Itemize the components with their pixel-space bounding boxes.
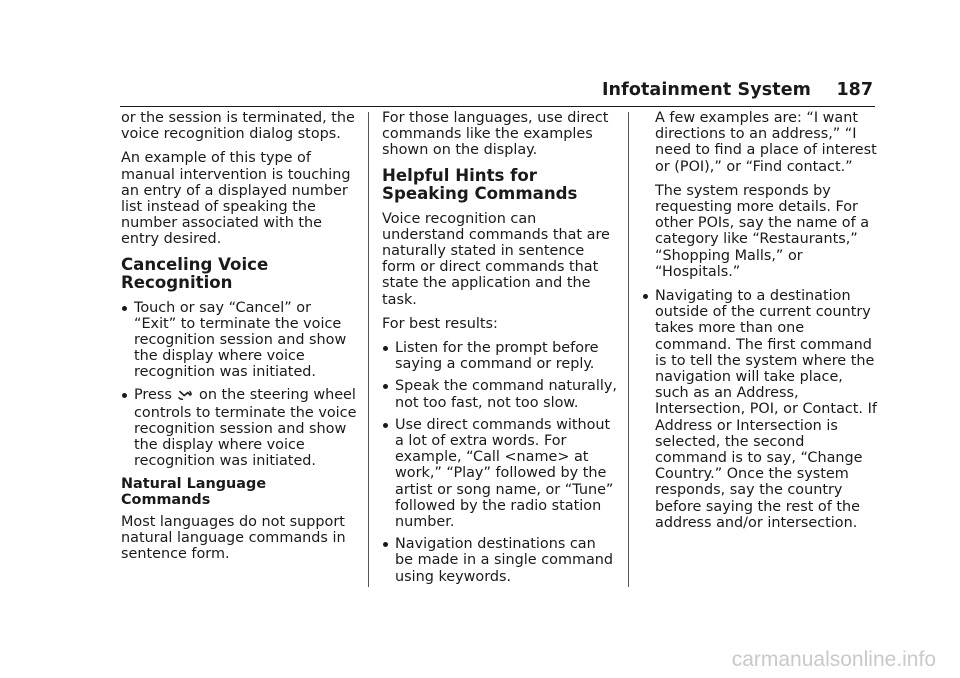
- column-divider: [628, 112, 629, 587]
- page-number: 187: [836, 80, 873, 100]
- paragraph: A few examples are: “I want directions to an address,” “I need to find a place of interest or (POI),” or “Find contact.”: [655, 110, 877, 175]
- list-item: Navigating to a destination outside of the current country takes more than one command. The first command is to tell the system where the navigation will take place, such as an Address, Intersection, POI, or Contact. If Address or Intersection is selected, the second command is to say, “Change Country.” Once the system responds, say the country before saying the rest of the address and/or intersection.: [642, 288, 878, 531]
- list-item: Listen for the prompt before saying a command or reply.: [382, 340, 618, 372]
- watermark: carmanualsonline.info: [731, 648, 936, 671]
- list-item: [121, 387, 357, 470]
- list-item: Touch or say “Cancel” or “Exit” to terminate the voice recognition session and show the display where voice recognition was initiated.: [121, 300, 357, 381]
- paragraph: For those languages, use direct commands like the examples shown on the display.: [382, 110, 609, 159]
- bullet-list: [382, 340, 618, 585]
- paragraph: The system responds by requesting more details. For other POIs, say the name of a category like “Restaurants,” “Shopping Malls,” or “Hospitals.”: [655, 182, 870, 280]
- bullet-list: [121, 300, 357, 470]
- paragraph: For best results:: [382, 315, 498, 332]
- list-item-text: Press: [134, 386, 172, 403]
- list-item: Use direct commands without a lot of extra words. For example, “Call <name> at work,” “Play” followed by the artist or song name, or “Tune” followed by the radio station number.: [382, 417, 618, 530]
- column-3: [642, 110, 878, 537]
- paragraph: An example of this type of manual intervention is touching an entry of a displayed number list instead of speaking the number associated with the entry desired.: [121, 150, 351, 248]
- paragraph: Most languages do not support natural language commands in sentence form.: [121, 514, 346, 563]
- subheading-natural-language: Natural Language Commands: [121, 475, 267, 508]
- voice-recognition-icon: [177, 388, 193, 405]
- page-header: [120, 80, 875, 107]
- list-item-text: on the steering wheel controls to terminate the voice recognition session and show the display where voice recognition was initiated.: [134, 386, 357, 470]
- heading-canceling-voice-recognition: Canceling Voice Recognition: [121, 254, 269, 292]
- section-title: Infotainment System: [601, 80, 811, 100]
- paragraph: Voice recognition can understand commands that are naturally stated in sentence form or direct commands that state the application and the task.: [382, 210, 610, 308]
- column-1: [121, 110, 357, 571]
- column-2: [382, 110, 618, 591]
- paragraph: or the session is terminated, the voice recognition dialog stops.: [121, 110, 355, 143]
- list-item: Speak the command naturally, not too fast, not too slow.: [382, 378, 618, 410]
- heading-helpful-hints: Helpful Hints for Speaking Commands: [382, 165, 578, 203]
- bullet-list: [642, 288, 878, 531]
- list-item: Navigation destinations can be made in a single command using keywords.: [382, 536, 618, 585]
- column-divider: [368, 112, 369, 587]
